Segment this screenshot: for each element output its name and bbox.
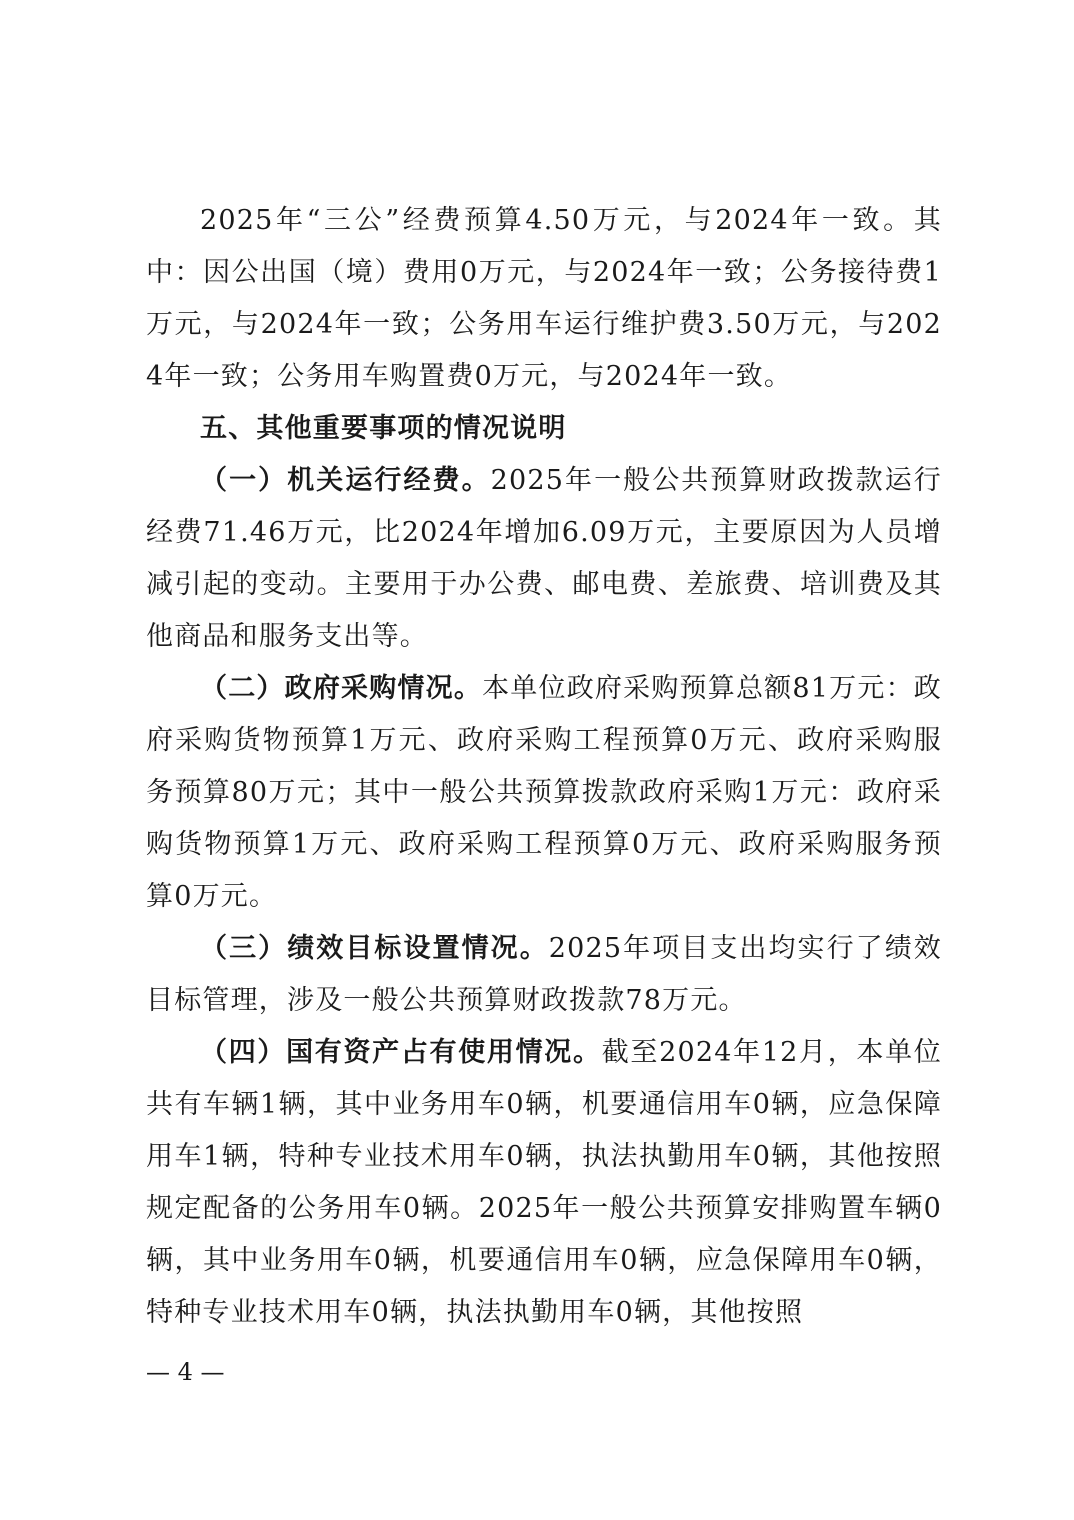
- item-lead: （一）机关运行经费。: [200, 465, 491, 496]
- item-performance-targets: [146, 923, 942, 1027]
- paragraph-three-public-expenses: 2025年“三公”经费预算4.50万元，与2024年一致。其中：因公出国（境）费用0万元，与2024年一致；公务接待费1万元，与2024年一致；公务用车运行维护费3.50万元，与2024年一致；公务用车购置费0万元，与2024年一致。: [146, 205, 942, 392]
- document-body: [146, 195, 942, 1339]
- section-heading-other-matters: 五、其他重要事项的情况说明: [200, 413, 567, 444]
- item-operating-expenses: [146, 455, 942, 663]
- item-government-procurement: [146, 663, 942, 923]
- item-text: 2025年项目支出均实行了绩效目标管理，涉及一般公共预算财政拨款78万元。: [146, 933, 942, 1016]
- item-lead: （三）绩效目标设置情况。: [200, 933, 549, 964]
- page-number: — 4 —: [146, 1358, 225, 1386]
- item-lead: （二）政府采购情况。: [200, 673, 483, 704]
- item-text: 截至2024年12月，本单位共有车辆1辆，其中业务用车0辆，机要通信用车0辆，应急保障用车1辆，特种专业技术用车0辆，执法执勤用车0辆，其他按照规定配备的公务用车0辆。2025年一般公共预算安排购置车辆0辆，其中业务用车0辆，机要通信用车0辆，应急保障用车0辆，特种专业技术用车0辆，执法执勤用车0辆，其他按照: [146, 1037, 942, 1328]
- item-text: 2025年一般公共预算财政拨款运行经费71.46万元，比2024年增加6.09万元，主要原因为人员增减引起的变动。主要用于办公费、邮电费、差旅费、培训费及其他商品和服务支出等。: [146, 465, 943, 652]
- item-text: 本单位政府采购预算总额81万元：政府采购货物预算1万元、政府采购工程预算0万元、政府采购服务预算80万元；其中一般公共预算拨款政府采购1万元：政府采购货物预算1万元、政府采购工程预算0万元、政府采购服务预算0万元。: [146, 673, 942, 912]
- item-state-assets: [146, 1027, 942, 1339]
- item-lead: （四）国有资产占有使用情况。: [200, 1037, 602, 1068]
